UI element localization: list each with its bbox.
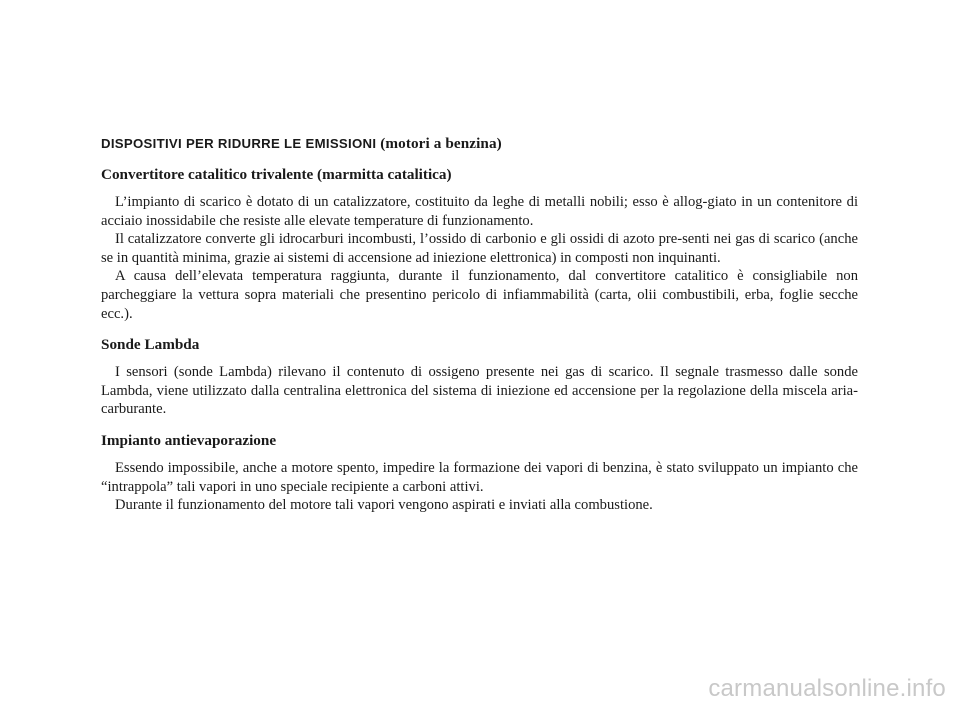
paragraph: Il catalizzatore converte gli idrocarburi incombusti, l’ossido di carbonio e gli ossidi di azoto pre-senti nei gas di scarico (anche se in quantità minima, grazie ai sistemi di accensione ad iniezione elettronica) in composti non inquinanti. — [101, 231, 858, 266]
section-heading: Sonde Lambda — [101, 336, 200, 354]
paragraph: I sensori (sonde Lambda) rilevano il contenuto di ossigeno presente nei gas di scarico. Il segnale trasmesso dalle sonde Lambda, viene utilizzato dalla centralina elettronica del sistema di iniezione ed accensione per la regolazione della miscela aria-carburante. — [101, 364, 858, 418]
document-page — [101, 134, 858, 527]
paragraph: A causa dell’elevata temperatura raggiunta, durante il funzionamento, dal convertitore catalitico è consigliabile non parcheggiare la vettura sopra materiali che presentino pericolo di infiammabilità (carta, olii combustibili, erba, foglie secche ecc.). — [101, 268, 858, 322]
section-heading: Convertitore catalitico trivalente (marmitta catalitica) — [101, 166, 452, 183]
page-title-caps: DISPOSITIVI PER RIDURRE LE EMISSIONI — [101, 136, 377, 151]
page-title — [101, 134, 858, 154]
section-evaporation-system — [101, 431, 858, 515]
section-heading: Impianto antievaporazione — [101, 431, 277, 449]
paragraph: Essendo impossibile, anche a motore spento, impedire la formazione dei vapori di benzina, è stato sviluppato un impianto che “intrappola” tali vapori in uno speciale recipiente a carboni attivi. — [101, 459, 858, 495]
watermark: carmanualsonline.info — [708, 675, 946, 702]
section-catalytic-converter — [101, 165, 858, 323]
paragraph: Durante il funzionamento del motore tali vapori vengono aspirati e inviati alla combustione. — [115, 497, 653, 514]
paragraph: L’impianto di scarico è dotato di un catalizzatore, costituito da leghe di metalli nobili; esso è allog-giato in un contenitore di acciaio inossidabile che resiste alle elevate temperature di funzionamento. — [101, 194, 858, 229]
section-lambda-sensors — [101, 335, 858, 419]
page-title-suffix: (motori a benzina) — [376, 135, 502, 152]
